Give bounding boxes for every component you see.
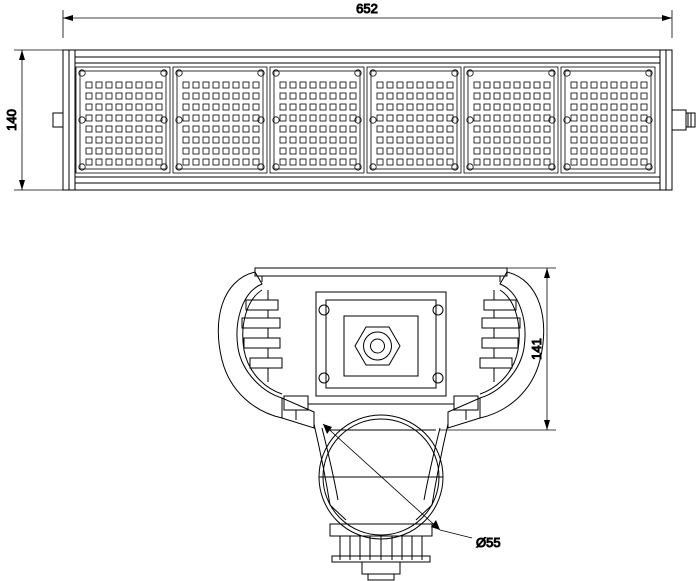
label-depth-141: 141 (529, 338, 544, 360)
led-dot-array (183, 82, 259, 165)
led-module (76, 67, 170, 173)
led-module (270, 67, 364, 173)
led-dot-array (474, 82, 550, 165)
led-module (367, 67, 461, 173)
led-dot-array (377, 82, 453, 165)
label-width-652: 652 (356, 1, 378, 16)
led-module (464, 67, 558, 173)
dimension-height-140 (14, 50, 63, 190)
label-diameter-55: Ø55 (476, 535, 501, 550)
led-dot-array (86, 82, 162, 165)
led-dot-array (280, 82, 356, 165)
led-module (173, 67, 267, 173)
led-module-group (76, 67, 655, 173)
led-module (561, 67, 655, 173)
dimension-diameter-55 (323, 424, 472, 538)
side-section-view (218, 268, 543, 580)
label-height-140: 140 (4, 109, 19, 131)
led-dot-array (571, 82, 647, 165)
